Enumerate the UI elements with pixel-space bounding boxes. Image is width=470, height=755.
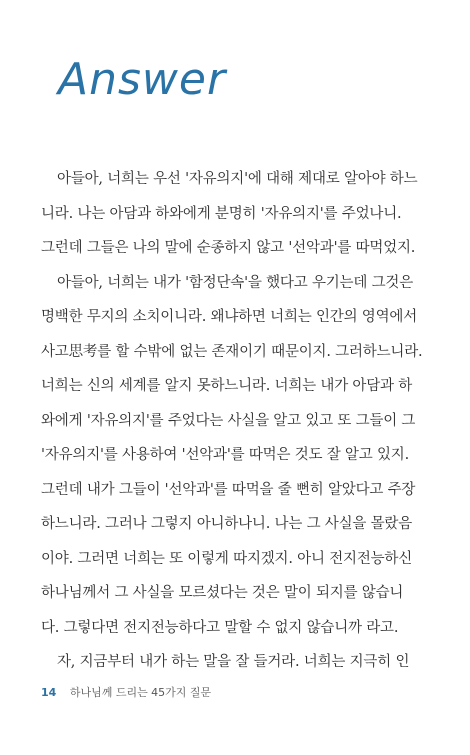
page-number: 14 — [41, 686, 57, 699]
book-title: 하나님께 드리는 45가지 질문 — [69, 686, 212, 699]
text-line: 다. 그렇다면 전지전능하다고 말할 수 없지 않습니까 라고. — [41, 619, 399, 636]
text-line: 사고思考를 할 수밖에 없는 존재이기 때문이지. 그러하느니라. — [41, 343, 423, 360]
text-line: 아들아, 너희는 내가 '함정단속'을 했다고 우기는데 그것은 — [57, 274, 413, 291]
text-line: 너희는 신의 세계를 알지 못하느니라. 너희는 내가 아담과 하 — [41, 378, 413, 394]
text-line: '자유의지'를 사용하여 '선악과'를 따먹은 것도 잘 알고 있지. — [41, 447, 409, 463]
body-text — [41, 162, 433, 680]
text-line: 그런데 내가 그들이 '선악과'를 따먹을 줄 뻔히 알았다고 주장 — [41, 481, 416, 498]
text-line: 와에게 '자유의지'를 주었다는 사실을 알고 있고 또 그들이 그 — [41, 412, 416, 429]
text-line: 아들아, 너희는 우선 '자유의지'에 대해 제대로 알아야 하느 — [57, 171, 418, 187]
text-line: 명백한 무지의 소치이니라. 왜냐하면 너희는 인간의 영역에서 — [41, 309, 418, 325]
answer-heading: Answer — [58, 54, 227, 105]
text-line: 그런데 그들은 나의 말에 순종하지 않고 '선악과'를 따먹었지. — [41, 240, 416, 256]
text-line: 이야. 그러면 너희는 또 이렇게 따지겠지. 아니 전지전능하신 — [41, 550, 413, 567]
page-footer — [41, 684, 211, 700]
text-line: 자, 지금부터 내가 하는 말을 잘 들거라. 너희는 지극히 인 — [57, 654, 410, 670]
text-line: 하느니라. 그러나 그렇지 아니하나니. 나는 그 사실을 몰랐음 — [41, 516, 413, 532]
text-line: 니라. 나는 아담과 하와에게 분명히 '자유의지'를 주었나니. — [41, 205, 402, 222]
text-line: 하나님께서 그 사실을 모르셨다는 것은 말이 되지를 않습니 — [41, 585, 404, 601]
